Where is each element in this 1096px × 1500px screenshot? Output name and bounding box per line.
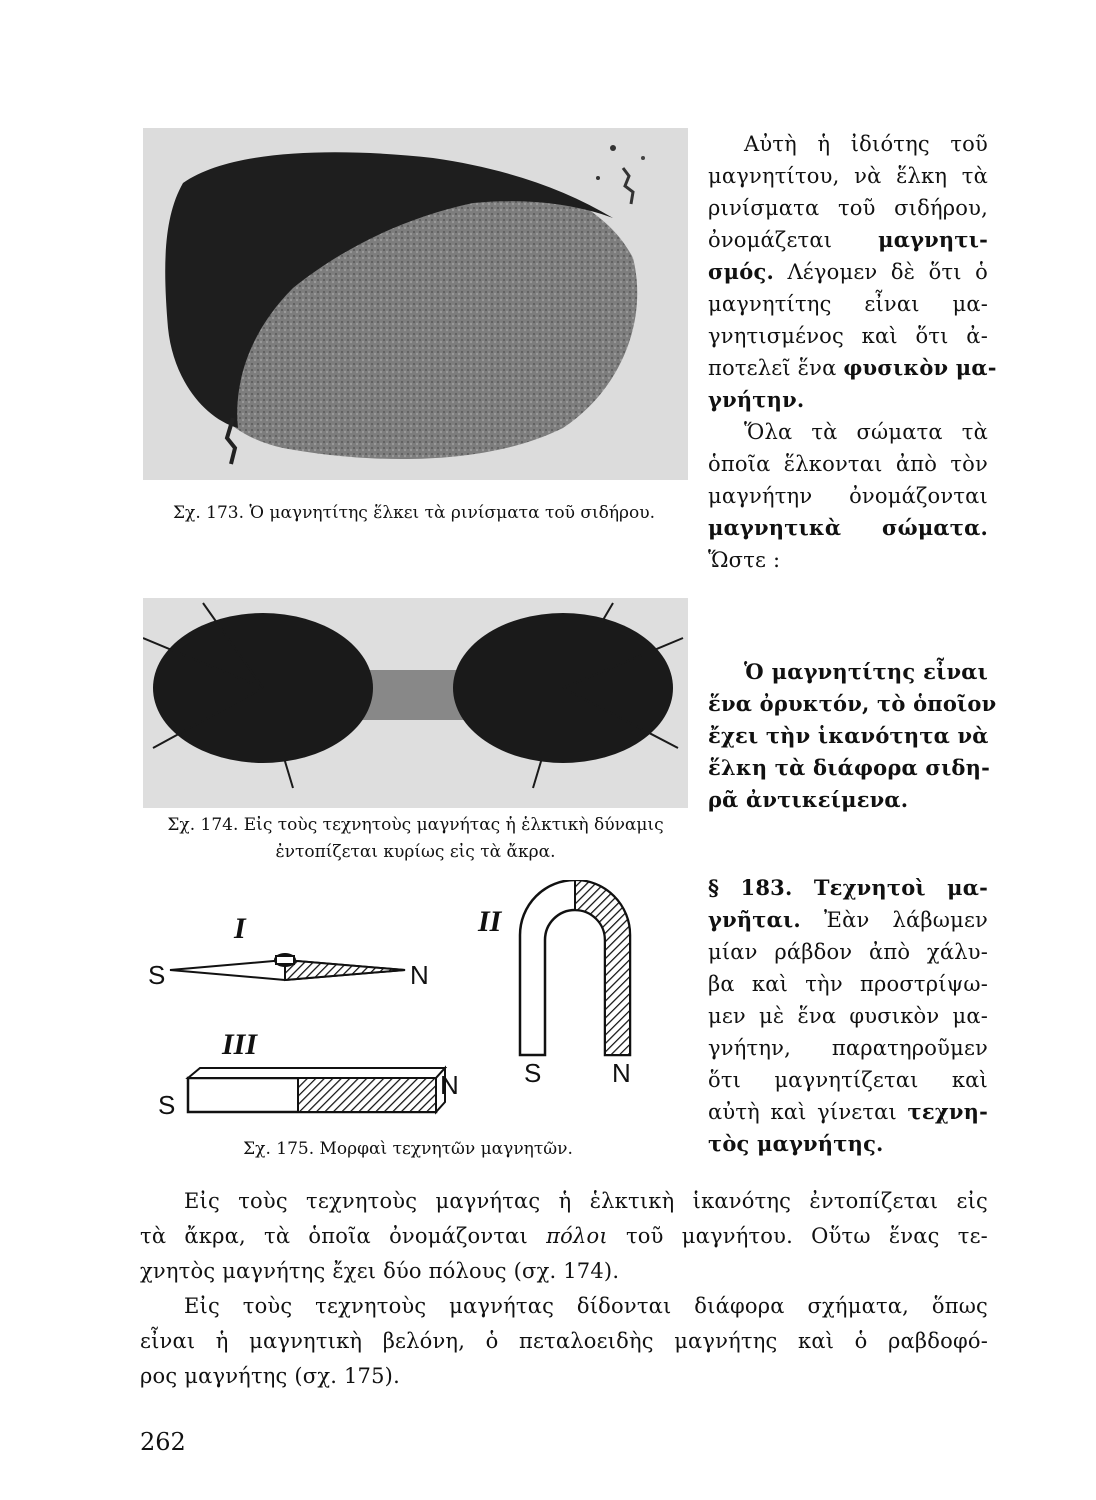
figure-175-horseshoe-n: N — [612, 1058, 631, 1088]
section-183-line: μεν μὲ ἕνα φυσικὸν μα- — [708, 1004, 988, 1028]
definition-line: ἔχει τὴν ἱκανότητα νὰ — [708, 723, 989, 748]
figure-173-photo — [143, 128, 688, 480]
bottom-para-2-line: ρος μαγνήτης (σχ. 175). — [140, 1364, 400, 1388]
para-2-line: ὁποῖα ἕλκονται ἀπὸ τὸν — [708, 452, 988, 476]
para-1-line: γνητισμένος καὶ ὅτι ἀ- — [708, 324, 988, 348]
figure-175-label-ii: II — [478, 905, 502, 938]
bottom-para-2-line: εἶναι ἡ μαγνητικὴ βελόνη, ὁ πεταλοειδὴς μαγνήτης καὶ ὁ ραβδοφό- — [140, 1329, 988, 1353]
section-183-line: γνήτην, παρατηροῦμεν — [708, 1036, 988, 1060]
figure-175-label-i: I — [234, 912, 246, 945]
para-1-line: μαγνητίτου, νὰ ἕλκη τὰ — [708, 164, 988, 188]
section-183-line: γνῆται. Ἐὰν λάβωμεν — [708, 907, 988, 932]
definition-line: ἕλκη τὰ διάφορα σιδη- — [708, 755, 991, 780]
section-183-line: αὐτὴ καὶ γίνεται τεχνη- — [708, 1099, 988, 1124]
figure-174-caption — [143, 812, 688, 866]
figure-175-caption: Σχ. 175. Μορφαὶ τεχνητῶν μαγνητῶν. — [243, 1139, 573, 1159]
para-1-line: μαγνητίτης εἶναι μα- — [708, 292, 988, 316]
figure-174-photo — [143, 598, 688, 808]
bottom-para-2-line: Εἰς τοὺς τεχνητοὺς μαγνήτας δίδονται διάφορα σχήματα, ὅπως — [184, 1294, 988, 1318]
para-2-line: Ὥστε : — [708, 548, 781, 572]
para-2-line: μαγνητικὰ σώματα. — [708, 515, 988, 540]
figure-174-caption-text: Σχ. 174. Εἰς τοὺς τεχνητοὺς μαγνήτας ἡ ἑλκτικὴ δύναμις ἐντοπίζεται κυρίως εἰς τὰ ἄκρα. — [167, 815, 664, 862]
section-183 — [708, 872, 988, 1160]
figure-175-bar-n: N — [440, 1070, 459, 1100]
para-1-line: σμός. Λέγομεν δὲ ὅτι ὁ — [708, 259, 988, 284]
figure-175-diagram — [140, 880, 680, 1130]
section-183-line: μίαν ράβδον ἀπὸ χάλυ- — [708, 940, 988, 964]
section-183-line: βα καὶ τὴν προστρίψω- — [708, 972, 988, 996]
definition-line: Ὁ μαγνητίτης εἶναι — [744, 659, 988, 684]
figure-175-bar-s: S — [158, 1090, 176, 1120]
para-1-line: Αὐτὴ ἡ ἰδιότης τοῦ — [744, 132, 988, 156]
figure-175-label-iii: III — [222, 1028, 258, 1061]
section-183-line: τὸς μαγνήτης. — [708, 1131, 884, 1156]
bottom-para-1-line: τὰ ἄκρα, τὰ ὁποῖα ὀνομάζονται πόλοι τοῦ μαγνήτου. Οὕτω ἕνας τε- — [140, 1224, 988, 1248]
bottom-text — [140, 1184, 988, 1394]
figure-173-caption: Σχ. 173. Ὁ μαγνητίτης ἕλκει τὰ ρινίσματα τοῦ σιδήρου. — [173, 503, 655, 523]
definition-line: ρᾶ ἀντικείμενα. — [708, 787, 909, 812]
para-2-line: μαγνήτην ὀνομάζονται — [708, 484, 988, 508]
para-1-line: γνήτην. — [708, 387, 805, 412]
figure-175-needle-n: N — [410, 960, 429, 990]
figure-175-horseshoe-s: S — [524, 1058, 542, 1088]
figure-175-needle-s: S — [148, 960, 166, 990]
definition-block — [708, 656, 997, 816]
para-1-line: ρινίσματα τοῦ σιδήρου, — [708, 196, 988, 220]
para-1-line: ποτελεῖ ἕνα φυσικὸν μα- — [708, 355, 997, 380]
definition-line: ἕνα ὀρυκτόν, τὸ ὁποῖον — [708, 691, 997, 716]
bottom-para-1-line: χνητὸς μαγνήτης ἔχει δύο πόλους (σχ. 174). — [140, 1259, 620, 1283]
bottom-para-1-line: Εἰς τοὺς τεχνητοὺς μαγνήτας ἡ ἑλκτικὴ ἱκανότης ἐντοπίζεται εἰς — [184, 1189, 988, 1213]
section-183-line: ὅτι μαγνητίζεται καὶ — [708, 1068, 988, 1092]
page-number: 262 — [140, 1428, 186, 1456]
para-1-line: ὀνομάζεται μαγνητι- — [708, 227, 988, 252]
para-2-line: Ὅλα τὰ σώματα τὰ — [744, 420, 988, 444]
section-183-title: § 183. Τεχνητοὶ μα- — [708, 875, 988, 900]
right-column-text — [708, 128, 997, 576]
